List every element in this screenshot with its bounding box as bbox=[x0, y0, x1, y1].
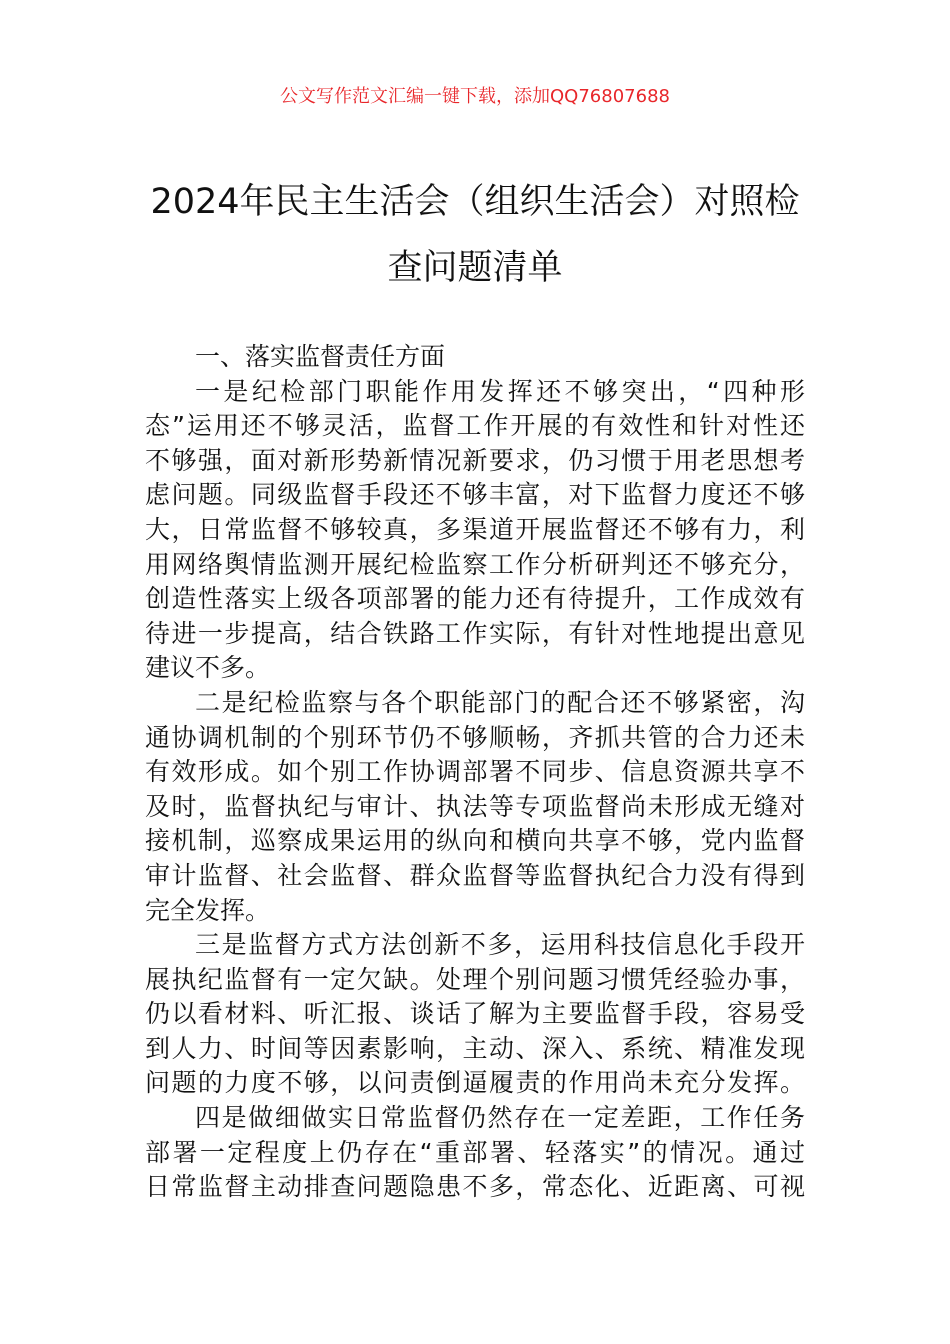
paragraph-line: 创造性落实上级各项部署的能力还有待提升，工作成效有 bbox=[145, 584, 805, 614]
paragraph-line: 问题的力度不够，以问责倒逼履责的作用尚未充分发挥。 bbox=[145, 1068, 805, 1098]
paragraph-line: 用网络舆情监测开展纪检监察工作分析研判还不够充分， bbox=[145, 549, 805, 579]
paragraph-line: 有效形成。如个别工作协调部署不同步、信息资源共享不 bbox=[145, 757, 805, 787]
paragraph-line: 及时，监督执纪与审计、执法等专项监督尚未形成无缝对 bbox=[145, 791, 805, 821]
paragraph-line: 建议不多。 bbox=[145, 653, 271, 683]
paragraph-line: 态”运用还不够灵活，监督工作开展的有效性和针对性还 bbox=[145, 411, 805, 441]
paragraph-line: 待进一步提高，结合铁路工作实际，有针对性地提出意见 bbox=[145, 618, 805, 648]
paragraph bbox=[145, 1101, 805, 1205]
paragraph-line: 通协调机制的个别环节仍不够顺畅，齐抓共管的合力还未 bbox=[145, 722, 805, 752]
paragraph-line: 审计监督、社会监督、群众监督等监督执纪合力没有得到 bbox=[145, 860, 805, 890]
document-body bbox=[145, 340, 805, 1205]
paragraph-line: 日常监督主动排查问题隐患不多，常态化、近距离、可视 bbox=[145, 1172, 805, 1202]
paragraph-line: 虑问题。同级监督手段还不够丰富，对下监督力度还不够 bbox=[145, 480, 805, 510]
paragraph-line: 到人力、时间等因素影响，主动、深入、系统、精准发现 bbox=[145, 1033, 805, 1063]
paragraph-line: 不够强，面对新形势新情况新要求，仍习惯于用老思想考 bbox=[145, 445, 805, 475]
paragraph bbox=[145, 686, 805, 928]
paragraph-line: 四是做细做实日常监督仍然存在一定差距，工作任务 bbox=[195, 1103, 805, 1133]
paragraph-line: 三是监督方式方法创新不多，运用科技信息化手段开 bbox=[195, 930, 805, 960]
document-title-line-2: 查问题清单 bbox=[387, 248, 563, 288]
paragraph bbox=[145, 375, 805, 686]
paragraph-line: 接机制，巡察成果运用的纵向和横向共享不够，党内监督 bbox=[145, 826, 805, 856]
paragraph-line: 一是纪检部门职能作用发挥还不够突出，“四种形 bbox=[195, 376, 805, 406]
paragraph-line: 展执纪监督有一定欠缺。处理个别问题习惯凭经验办事， bbox=[145, 964, 805, 994]
paragraph-line: 部署一定程度上仍存在“重部署、轻落实”的情况。通过 bbox=[145, 1137, 805, 1167]
document-title-line-1: 2024年民主生活会（组织生活会）对照检 bbox=[150, 182, 800, 222]
section-heading: 一、落实监督责任方面 bbox=[195, 342, 446, 371]
paragraph-line: 仍以看材料、听汇报、谈话了解为主要监督手段，容易受 bbox=[145, 999, 805, 1029]
paragraph-line: 完全发挥。 bbox=[145, 895, 271, 925]
paragraph-line: 二是纪检监察与各个职能部门的配合还不够紧密，沟 bbox=[195, 687, 805, 717]
paragraph-line: 大，日常监督不够较真，多渠道开展监督还不够有力，利 bbox=[145, 514, 805, 544]
paragraph bbox=[145, 928, 805, 1101]
watermark-download-notice: 公文写作范文汇编一键下载，添加QQ76807688 bbox=[280, 86, 670, 107]
